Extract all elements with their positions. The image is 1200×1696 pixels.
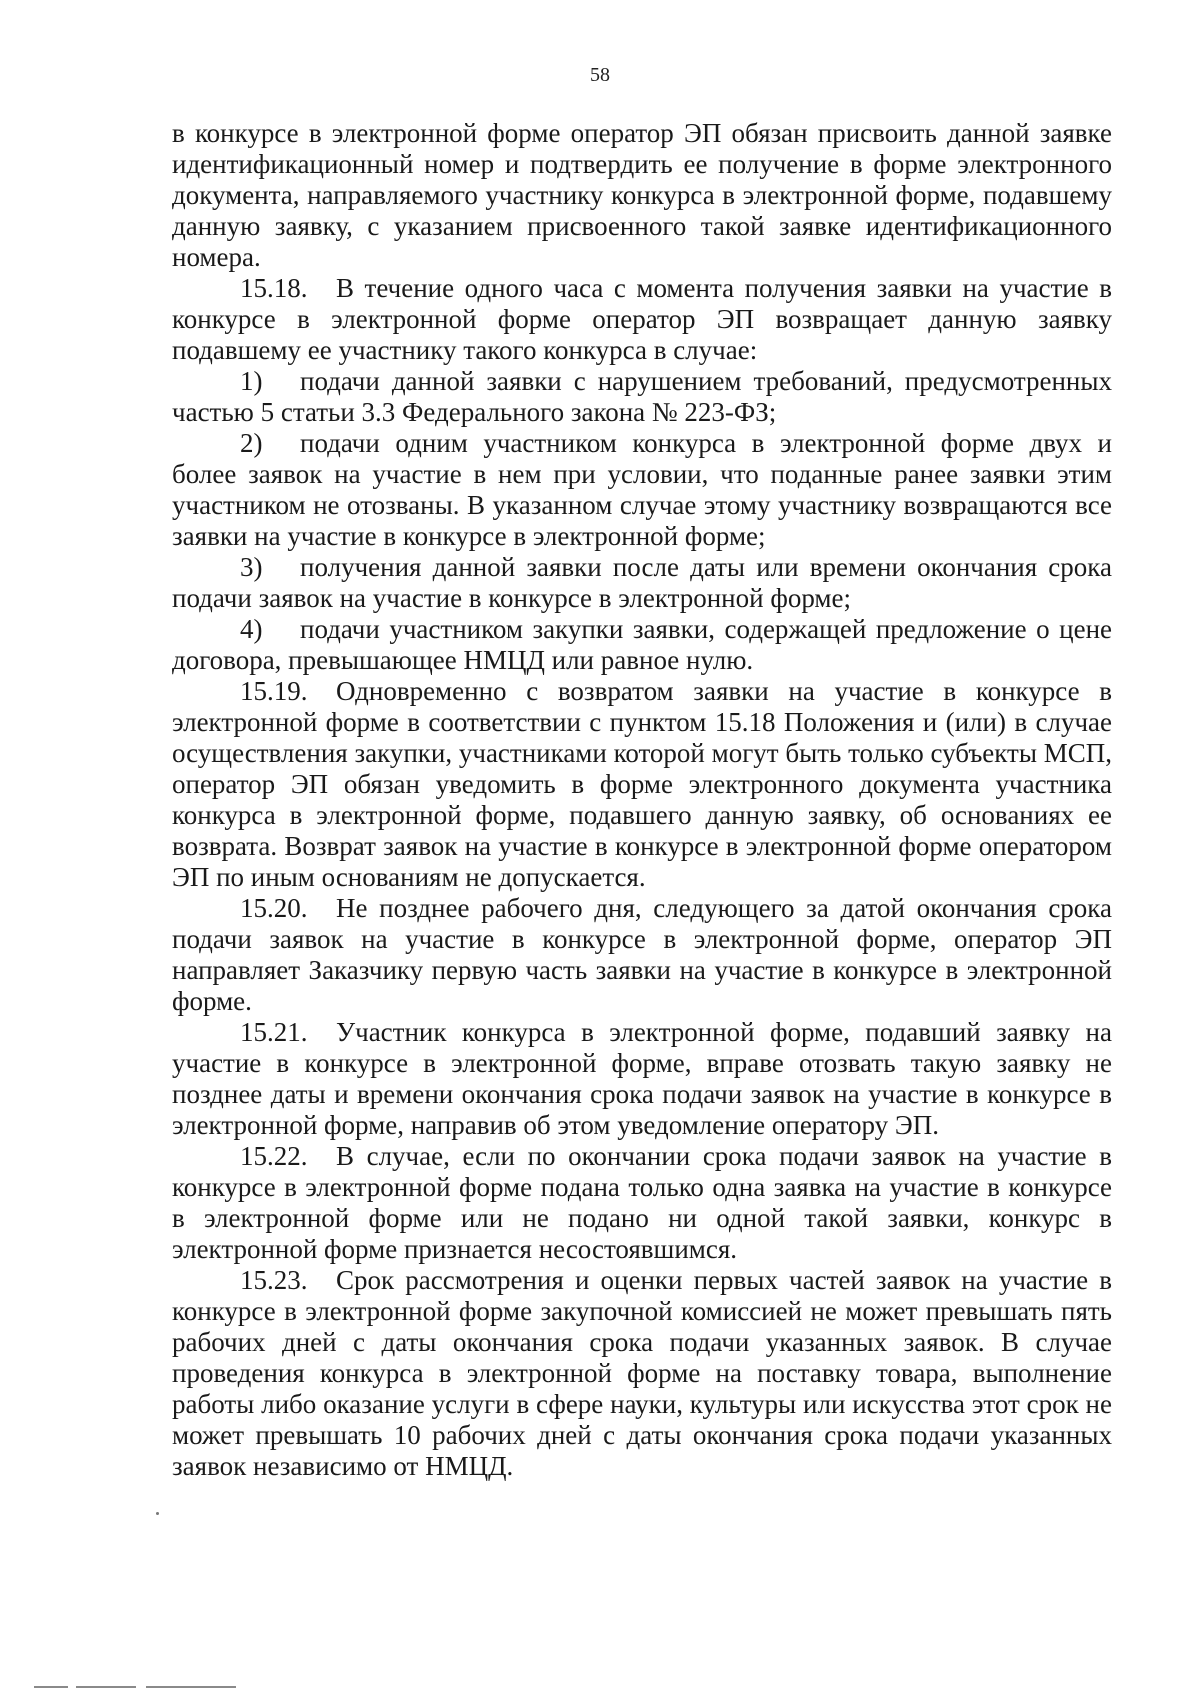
paragraph-text: В течение одного часа с момента получения заявки на участие в конкурсе в электронной форме оператор ЭП возвращает данную заявку подавшему ее участнику такого конкурса в случае: <box>172 273 1112 365</box>
list-item-4 <box>172 614 1112 676</box>
list-item-number: 4) <box>240 614 263 644</box>
paragraph-number: 15.21. <box>240 1017 308 1047</box>
paragraph-number: 15.20. <box>240 893 308 923</box>
list-item-2 <box>172 428 1112 552</box>
paragraph-number: 15.18. <box>240 273 308 303</box>
paragraph-15-20 <box>172 893 1112 1017</box>
list-item-text: подачи участником закупки заявки, содержащей предложение о цене договора, превышающее НМЦД или равное нулю. <box>172 614 1112 675</box>
paragraph-15-21 <box>172 1017 1112 1141</box>
paragraph-text: В случае, если по окончании срока подачи заявок на участие в конкурсе в электронной форме подана только одна заявка на участие в конкурсе в электронной форме или не подано ни одной такой заявки, конкурс в электронной форме признается несостоявшимся. <box>172 1141 1112 1264</box>
paragraph-15-18 <box>172 273 1112 366</box>
scan-dot-artifact <box>156 1512 159 1515</box>
paragraph-number: 15.19. <box>240 676 308 706</box>
paragraph-text: Не позднее рабочего дня, следующего за датой окончания срока подачи заявок на участие в конкурсе в электронной форме, оператор ЭП направляет Заказчику первую часть заявки на участие в конкурсе в электронной форме. <box>172 893 1112 1016</box>
list-item-text: подачи одним участником конкурса в электронной форме двух и более заявок на участие в нем при условии, что поданные ранее заявки этим участником не отозваны. В указанном случае этому участнику возвращаются все заявки на участие в конкурсе в электронной форме; <box>172 428 1112 551</box>
list-item-1 <box>172 366 1112 428</box>
page-number: 58 <box>590 64 610 86</box>
list-item-number: 1) <box>240 366 263 396</box>
paragraph-15-22 <box>172 1141 1112 1265</box>
paragraph-number: 15.23. <box>240 1265 308 1295</box>
list-item-number: 2) <box>240 428 263 458</box>
paragraph-text: Срок рассмотрения и оценки первых частей заявок на участие в конкурсе в электронной форме закупочной комиссией не может превышать пять рабочих дней с даты окончания срока подачи указанных заявок. В случае проведения конкурса в электронной форме на поставку товара, выполнение работы либо оказание услуги в сфере науки, культуры или искусства этот срок не может превышать 10 рабочих дней с даты окончания срока подачи указанных заявок независимо от НМЦД. <box>172 1265 1112 1481</box>
scan-line-artifact <box>76 1686 136 1688</box>
document-body <box>172 118 1112 1482</box>
paragraph-continuation <box>172 118 1112 273</box>
paragraph-text: в конкурсе в электронной форме оператор ЭП обязан присвоить данной заявке идентификационный номер и подтвердить ее получение в форме электронного документа, направляемого участнику конкурса в электронной форме, подавшему данную заявку, с указанием присвоенного такой заявке идентификационного номера. <box>172 118 1112 272</box>
scan-line-artifact <box>146 1686 236 1688</box>
list-item-number: 3) <box>240 552 263 582</box>
paragraph-text: Участник конкурса в электронной форме, подавший заявку на участие в конкурсе в электронной форме, вправе отозвать такую заявку не позднее даты и времени окончания срока подачи заявок на участие в конкурсе в электронной форме, направив об этом уведомление оператору ЭП. <box>172 1017 1112 1140</box>
paragraph-15-19 <box>172 676 1112 893</box>
list-item-text: получения данной заявки после даты или времени окончания срока подачи заявок на участие в конкурсе в электронной форме; <box>172 552 1112 613</box>
paragraph-number: 15.22. <box>240 1141 308 1171</box>
paragraph-15-23 <box>172 1265 1112 1482</box>
scan-line-artifact <box>34 1686 68 1688</box>
list-item-3 <box>172 552 1112 614</box>
paragraph-text: Одновременно с возвратом заявки на участие в конкурсе в электронной форме в соответствии с пунктом 15.18 Положения и (или) в случае осуществления закупки, участниками которой могут быть только субъекты МСП, оператор ЭП обязан уведомить в форме электронного документа участника конкурса в электронной форме, подавшего данную заявку, об основаниях ее возврата. Возврат заявок на участие в конкурсе в электронной форме оператором ЭП по иным основаниям не допускается. <box>172 676 1112 892</box>
list-item-text: подачи данной заявки с нарушением требований, предусмотренных частью 5 статьи 3.3 Федерального закона № 223-ФЗ; <box>172 366 1112 427</box>
